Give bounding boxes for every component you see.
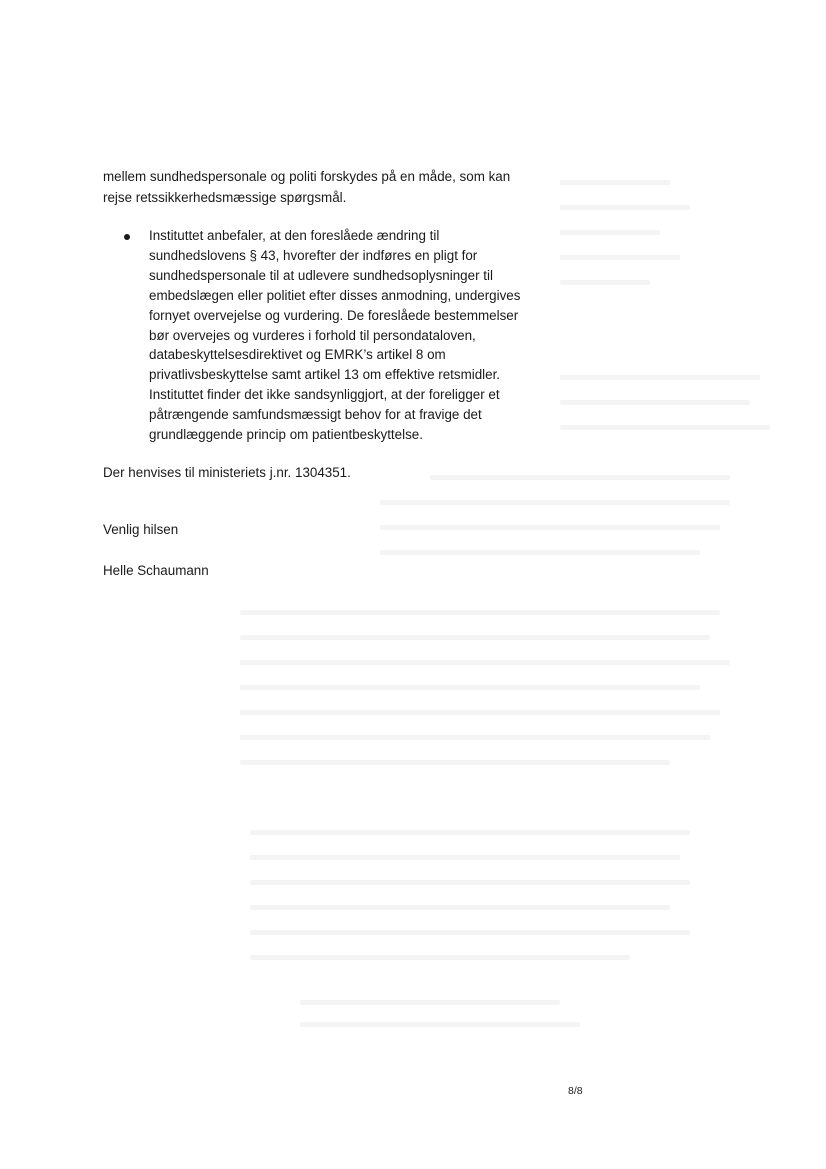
bullet-line: grundlæggende princip om patientbeskyttelse. <box>149 427 423 443</box>
paragraph-top <box>103 166 510 208</box>
paragraph-line: rejse retssikkerhedsmæssige spørgsmål. <box>103 190 347 206</box>
bullet-line: påtrængende samfundsmæssigt behov for at fravige det <box>149 407 482 423</box>
bullet-line: privatlivsbeskyttelse samt artikel 13 om effektive retsmidler. <box>149 367 501 383</box>
bullet-line: sundhedslovens § 43, hvorefter der indføres en pligt for <box>149 247 478 263</box>
bullet-line: sundhedspersonale til at udlevere sundhedsoplysninger til <box>149 267 493 283</box>
paragraph-line: mellem sundhedspersonale og politi forskydes på en måde, som kan <box>103 169 511 184</box>
bullet-line: bør overvejes og vurderes i forhold til persondataloven, <box>149 327 476 343</box>
reference-line: Der henvises til ministeriets j.nr. 1304351. <box>103 465 351 480</box>
bullet-line: databeskyttelsesdirektivet og EMRK’s artikel 8 om <box>149 347 446 363</box>
bullet-line: Instituttet anbefaler, at den foreslåede ændring til <box>149 228 440 243</box>
closing-greeting: Venlig hilsen <box>103 522 179 537</box>
signature-name: Helle Schaumann <box>103 563 209 578</box>
page-number: 8/8 <box>568 1085 583 1097</box>
bullet-line: fornyet overvejelse og vurdering. De foreslåede bestemmelser <box>149 307 519 323</box>
bullet-icon <box>124 234 130 240</box>
bullet-line: embedslægen eller politiet efter disses anmodning, undergives <box>149 287 521 303</box>
bullet-text <box>149 226 520 445</box>
bullet-line: Instituttet finder det ikke sandsynliggjort, at der foreligger et <box>149 387 500 403</box>
